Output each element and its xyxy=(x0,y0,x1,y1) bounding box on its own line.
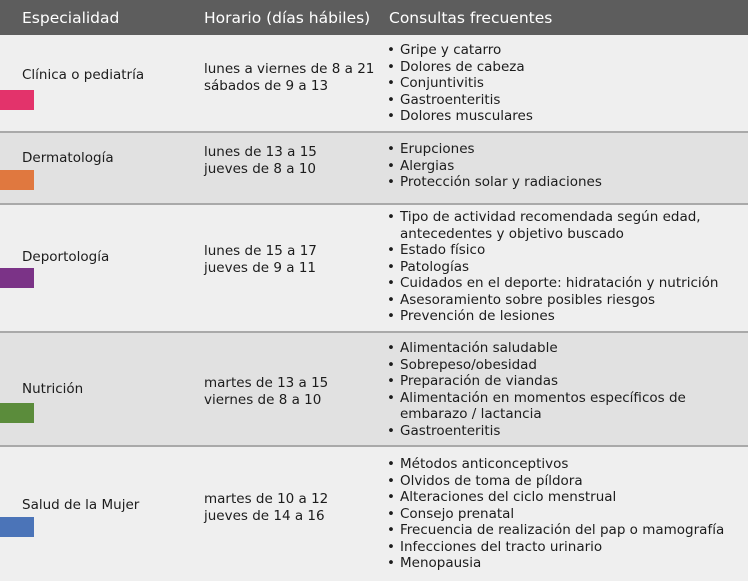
specialty-name: Salud de la Mujer xyxy=(22,497,140,513)
list-item: • Métodos anticonceptivos xyxy=(387,456,724,473)
list-item: • Alergias xyxy=(387,158,602,175)
list-item: • Cuidados en el deporte: hidratación y nutrición xyxy=(387,275,718,292)
schedule xyxy=(204,375,328,409)
color-swatch xyxy=(0,268,34,288)
table-row xyxy=(0,35,748,131)
consultation-list xyxy=(387,42,533,125)
specialty-name: Deportología xyxy=(22,249,110,265)
list-item-text: antecedentes y objetivo buscado xyxy=(400,225,624,242)
list-item: • Protección solar y radiaciones xyxy=(387,174,602,191)
list-item: • Olvidos de toma de píldora xyxy=(387,473,724,490)
schedule-line: sábados de 9 a 13 xyxy=(204,78,329,94)
list-item-continuation xyxy=(387,226,718,243)
list-item: • Menopausia xyxy=(387,555,724,572)
color-swatch xyxy=(0,403,34,423)
table-row xyxy=(0,205,748,331)
specialty-name: Dermatología xyxy=(22,150,114,166)
list-item: • Prevención de lesiones xyxy=(387,308,718,325)
list-item: • Frecuencia de realización del pap o mamografía xyxy=(387,522,724,539)
consultation-list xyxy=(387,340,686,439)
specialty-name: Clínica o pediatría xyxy=(22,67,145,83)
list-item: • Dolores de cabeza xyxy=(387,59,533,76)
schedule-line: jueves de 8 a 10 xyxy=(204,161,317,177)
header-specialty: Especialidad xyxy=(22,9,120,27)
list-item: • Consejo prenatal xyxy=(387,506,724,523)
list-item-continuation xyxy=(387,406,686,423)
schedule-line: jueves de 14 a 16 xyxy=(204,508,325,524)
table-row xyxy=(0,133,748,203)
list-item-text: embarazo / lactancia xyxy=(400,406,542,422)
list-item: • Sobrepeso/obesidad xyxy=(387,357,686,374)
list-item: • Dolores musculares xyxy=(387,108,533,125)
color-swatch xyxy=(0,170,34,190)
list-item: • Erupciones xyxy=(387,141,602,158)
list-item: • Alimentación saludable xyxy=(387,340,686,357)
header-consultations: Consultas frecuentes xyxy=(389,9,553,27)
list-item: • Gastroenteritis xyxy=(387,92,533,109)
list-item: • Preparación de viandas xyxy=(387,373,686,390)
schedule xyxy=(204,61,374,95)
schedule-line: viernes de 8 a 10 xyxy=(204,392,322,408)
schedule xyxy=(204,491,328,525)
header-schedule: Horario (días hábiles) xyxy=(204,9,371,27)
list-item: • Infecciones del tracto urinario xyxy=(387,539,724,556)
list-item: • Asesoramiento sobre posibles riesgos xyxy=(387,292,718,309)
list-item: • Gripe y catarro xyxy=(387,42,533,59)
list-item: • Alimentación en momentos específicos de xyxy=(387,390,686,407)
color-swatch xyxy=(0,517,34,537)
consultation-list xyxy=(387,209,718,325)
schedule-line: jueves de 9 a 11 xyxy=(204,260,317,276)
schedule xyxy=(204,243,317,277)
list-item: • Conjuntivitis xyxy=(387,75,533,92)
schedule-line: lunes de 15 a 17 xyxy=(204,243,317,259)
table-row xyxy=(0,447,748,581)
list-item: • Estado físico xyxy=(387,242,718,259)
table-row xyxy=(0,333,748,445)
schedule xyxy=(204,144,317,178)
schedule-line: lunes a viernes de 8 a 21 xyxy=(204,61,375,77)
list-item: • Gastroenteritis xyxy=(387,423,686,440)
consultation-list xyxy=(387,141,602,191)
color-swatch xyxy=(0,90,34,110)
consultation-list xyxy=(387,456,724,572)
schedule-line: lunes de 13 a 15 xyxy=(204,144,317,160)
schedule-line: martes de 10 a 12 xyxy=(204,491,329,507)
list-item: • Alteraciones del ciclo menstrual xyxy=(387,489,724,506)
list-item: • Patologías xyxy=(387,259,718,276)
table-header xyxy=(0,0,748,35)
list-item: • Tipo de actividad recomendada según edad, xyxy=(387,209,718,226)
specialty-name: Nutrición xyxy=(22,381,84,397)
schedule-line: martes de 13 a 15 xyxy=(204,375,329,391)
